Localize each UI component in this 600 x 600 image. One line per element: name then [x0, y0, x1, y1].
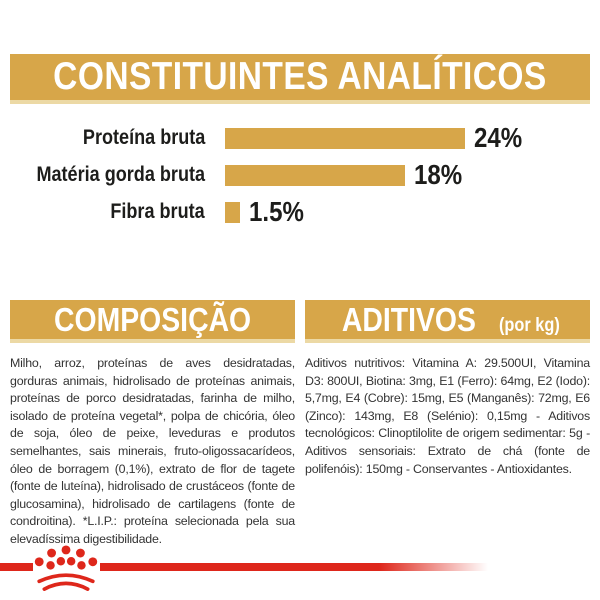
bar-value-protein: 24%	[474, 122, 523, 153]
bar-label-protein: Proteína bruta	[82, 126, 205, 149]
analytical-constituents-title: CONSTITUINTES ANALÍTICOS	[53, 55, 547, 98]
additives-header-band	[305, 300, 590, 343]
chart-row-protein	[0, 122, 600, 153]
analytical-constituents-band	[10, 54, 590, 104]
bar-label-fat: Matéria gorda bruta	[36, 163, 205, 186]
bar-fat	[225, 165, 405, 186]
composition-text: Milho, arroz, proteínas de aves desidratadas, gorduras animais, hidrolisado de proteínas animais, proteínas de porco desidratadas, farinha de milho, isolado de proteína vegetal*, polpa de chicória, óleo de soja, óleo de peixe, leveduras e produtos semelhantes, sais minerais, fruto-oligossacarídeos, óleo de borragem (0,1%), extrato de flor de tagete (fonte de luteína), hidrolisado de crustáceos (fonte de glucosamina), hidrolisado de cartilagens (fonte de condroitina). *L.I.P.: proteína selecionada pela sua elevadíssima digestibilidade.	[10, 356, 295, 546]
additives-text: Aditivos nutritivos: Vitamina A: 29.500UI, Vitamina D3: 800UI, Biotina: 3mg, E1 (Ferro): 64mg, E2 (Iodo): 5,7mg, E4 (Cobre): 15mg, E5 (Manganês): 72mg, E6 (Zinco): 143mg, E8 (Selénio): 0,15mg - Aditivos tecnológicos: Clinoptilolite de origem sedimentar: 5g - Aditivos sensoriais: Extrato de chá (fonte de polifenóis): 150mg - Conservantes - Antioxidantes.	[305, 356, 590, 476]
composition-header-band	[10, 300, 295, 343]
bar-value-fibre: 1.5%	[249, 196, 304, 227]
additives-title-suffix: (por kg)	[498, 314, 560, 336]
bar-protein	[225, 128, 465, 149]
bar-label-fibre: Fibra bruta	[110, 200, 205, 223]
red-rule-left	[0, 563, 33, 571]
red-rule-right	[100, 563, 488, 571]
bar-value-fat: 18%	[414, 159, 463, 190]
chart-row-fat	[0, 159, 600, 190]
chart-row-fibre	[0, 196, 600, 227]
additives-title: ADITIVOS	[341, 300, 476, 338]
composition-title: COMPOSIÇÃO	[53, 300, 252, 338]
bar-fibre	[225, 202, 240, 223]
royal-canin-crown-icon	[32, 543, 100, 595]
